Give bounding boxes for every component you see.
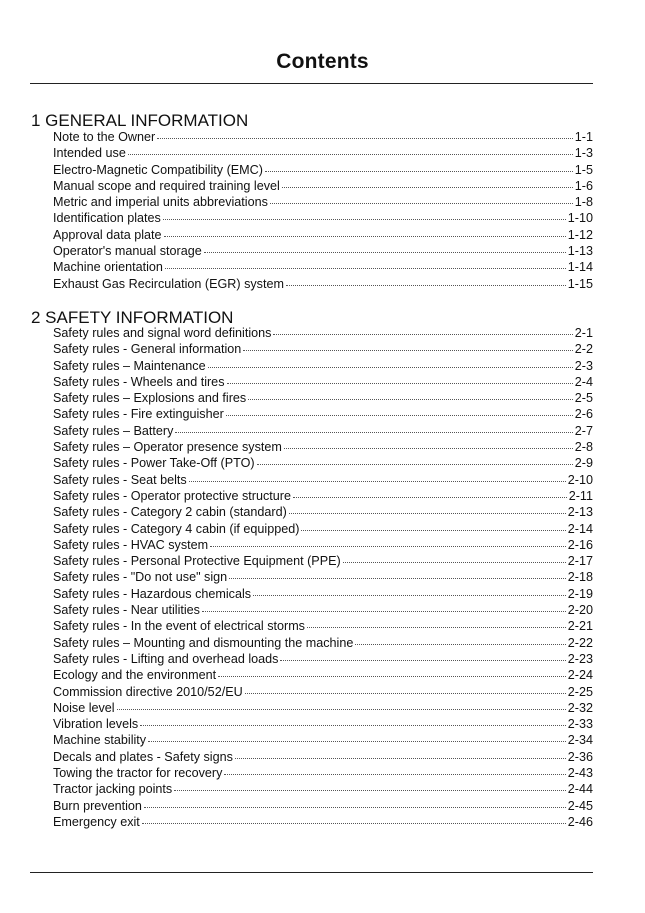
toc-entry[interactable]	[53, 586, 593, 602]
toc-entry-page: 2-3	[574, 358, 593, 373]
top-divider	[30, 83, 593, 84]
toc-entry-page: 1-6	[574, 178, 593, 193]
dot-leader	[210, 546, 566, 547]
dot-leader	[165, 268, 566, 269]
toc-entry-title: Approval data plate	[53, 227, 162, 242]
toc-entry[interactable]	[53, 276, 593, 292]
toc-entry-title: Exhaust Gas Recirculation (EGR) system	[53, 276, 284, 291]
dot-leader	[280, 660, 565, 661]
dot-leader	[343, 562, 566, 563]
dot-leader	[204, 252, 566, 253]
toc-entry-title: Safety rules - Fire extinguisher	[53, 407, 224, 422]
toc-entry-page: 2-20	[567, 603, 593, 618]
toc-entry-page: 1-12	[567, 227, 593, 242]
toc-entry-title: Safety rules - Operator protective structure	[53, 488, 291, 503]
toc-entry[interactable]	[53, 602, 593, 618]
dot-leader	[293, 497, 567, 498]
toc-entry-title: Machine orientation	[53, 260, 163, 275]
toc-entry-page: 2-10	[567, 472, 593, 487]
toc-entry[interactable]	[53, 423, 593, 439]
toc-entry-page: 2-36	[567, 749, 593, 764]
toc-entry[interactable]	[53, 700, 593, 716]
toc-entry-title: Burn prevention	[53, 798, 142, 813]
toc-entry-title: Towing the tractor for recovery	[53, 766, 223, 781]
section-heading-general-information: 1 GENERAL INFORMATION	[31, 111, 249, 130]
toc-entry-page: 1-14	[567, 260, 593, 275]
toc-entry-page: 2-45	[567, 798, 593, 813]
dot-leader	[128, 154, 573, 155]
toc-entry[interactable]	[53, 618, 593, 634]
toc-entry-page: 2-13	[567, 505, 593, 520]
toc-entry-page: 2-24	[567, 668, 593, 683]
toc-entry-page: 2-21	[567, 619, 593, 634]
toc-entry[interactable]	[53, 325, 593, 341]
toc-entry-page: 2-1	[574, 326, 593, 340]
toc-entry-title: Noise level	[53, 700, 115, 715]
toc-entry[interactable]	[53, 210, 593, 226]
toc-entry-title: Vibration levels	[53, 717, 139, 732]
toc-entry[interactable]	[53, 145, 593, 161]
dot-leader	[355, 644, 565, 645]
toc-entry-title: Machine stability	[53, 733, 147, 748]
toc-entry-page: 2-7	[574, 423, 593, 438]
dot-leader	[208, 367, 573, 368]
dot-leader	[175, 432, 572, 433]
toc-entry[interactable]	[53, 716, 593, 732]
toc-entry[interactable]	[53, 472, 593, 488]
toc-entry-title: Safety rules - HVAC system	[53, 537, 209, 552]
toc-list-safety-information	[53, 325, 593, 830]
toc-entry-title: Safety rules - General information	[53, 342, 242, 357]
toc-entry-title: Decals and plates - Safety signs	[53, 749, 233, 764]
toc-entry[interactable]	[53, 667, 593, 683]
toc-entry-title: Operator's manual storage	[53, 244, 202, 259]
toc-entry[interactable]	[53, 455, 593, 471]
toc-entry-title: Safety rules – Battery	[53, 423, 174, 438]
toc-entry-title: Safety rules – Maintenance	[53, 358, 206, 373]
toc-list-general-information	[53, 129, 593, 292]
dot-leader	[229, 578, 566, 579]
toc-entry[interactable]	[53, 569, 593, 585]
toc-entry-page: 2-8	[574, 440, 593, 455]
toc-entry-page: 2-34	[567, 733, 593, 748]
toc-entry-page: 2-6	[574, 407, 593, 422]
toc-entry-title: Emergency exit	[53, 814, 140, 829]
bottom-divider	[30, 872, 593, 873]
toc-entry[interactable]	[53, 537, 593, 553]
toc-entry[interactable]	[53, 732, 593, 748]
toc-entry-page: 2-16	[567, 537, 593, 552]
dot-leader	[189, 481, 566, 482]
toc-entry-title: Safety rules - Power Take-Off (PTO)	[53, 456, 255, 471]
dot-leader	[257, 464, 573, 465]
dot-leader	[289, 513, 566, 514]
dot-leader	[163, 219, 566, 220]
toc-entry-page: 2-43	[567, 766, 593, 781]
toc-entry-title: Safety rules - Category 4 cabin (if equipped)	[53, 521, 300, 536]
toc-entry-page: 1-15	[567, 276, 593, 291]
toc-entry-page: 2-46	[567, 814, 593, 829]
toc-entry-title: Safety rules and signal word definitions	[53, 326, 272, 340]
dot-leader	[286, 285, 566, 286]
toc-entry-page: 1-5	[574, 162, 593, 177]
toc-entry-page: 1-8	[574, 195, 593, 210]
dot-leader	[227, 383, 573, 384]
toc-entry[interactable]	[53, 651, 593, 667]
dot-leader	[245, 693, 566, 694]
dot-leader	[142, 823, 566, 824]
toc-entry-page: 2-25	[567, 684, 593, 699]
dot-leader	[307, 627, 566, 628]
toc-entry-page: 2-14	[567, 521, 593, 536]
dot-leader	[148, 741, 566, 742]
toc-entry[interactable]	[53, 635, 593, 651]
toc-entry-page: 2-5	[574, 391, 593, 406]
dot-leader	[270, 203, 573, 204]
toc-entry[interactable]	[53, 814, 593, 830]
dot-leader	[253, 595, 566, 596]
dot-leader	[226, 415, 573, 416]
toc-entry-page: 1-10	[567, 211, 593, 226]
toc-entry[interactable]	[53, 781, 593, 797]
section-heading-safety-information: 2 SAFETY INFORMATION	[31, 308, 234, 327]
toc-entry[interactable]	[53, 765, 593, 781]
toc-entry[interactable]	[53, 243, 593, 259]
toc-entry-title: Commission directive 2010/52/EU	[53, 684, 243, 699]
dot-leader	[282, 187, 573, 188]
toc-entry-page: 2-11	[568, 488, 593, 503]
dot-leader	[202, 611, 566, 612]
toc-entry[interactable]	[53, 358, 593, 374]
toc-entry[interactable]	[53, 521, 593, 537]
toc-entry-title: Safety rules – Mounting and dismounting the machine	[53, 635, 354, 650]
toc-entry-page: 2-17	[567, 554, 593, 569]
toc-entry[interactable]	[53, 374, 593, 390]
toc-entry-page: 2-9	[574, 456, 593, 471]
page-title: Contents	[276, 50, 369, 73]
toc-entry[interactable]	[53, 390, 593, 406]
toc-entry-title: Electro-Magnetic Compatibility (EMC)	[53, 162, 263, 177]
toc-entry-title: Identification plates	[53, 211, 161, 226]
dot-leader	[248, 399, 573, 400]
toc-entry[interactable]	[53, 684, 593, 700]
toc-entry[interactable]	[53, 162, 593, 178]
toc-entry-title: Safety rules - Near utilities	[53, 603, 200, 618]
dot-leader	[265, 171, 573, 172]
toc-entry-page: 2-32	[567, 700, 593, 715]
toc-entry-title: Tractor jacking points	[53, 782, 173, 797]
toc-entry-page: 2-18	[567, 570, 593, 585]
dot-leader	[140, 725, 566, 726]
toc-entry-title: Safety rules - Lifting and overhead loads	[53, 651, 279, 666]
dot-leader	[224, 774, 565, 775]
toc-entry-title: Safety rules - In the event of electrical storms	[53, 619, 305, 634]
dot-leader	[164, 236, 566, 237]
toc-entry-page: 2-2	[574, 342, 593, 357]
toc-entry-page: 1-1	[574, 130, 593, 144]
toc-entry-title: Safety rules - "Do not use" sign	[53, 570, 228, 585]
dot-leader	[243, 350, 573, 351]
toc-entry-page: 2-44	[567, 782, 593, 797]
toc-entry[interactable]	[53, 504, 593, 520]
toc-entry-page: 1-13	[567, 244, 593, 259]
toc-entry[interactable]	[53, 553, 593, 569]
dot-leader	[273, 334, 572, 335]
toc-entry-title: Note to the Owner	[53, 130, 156, 144]
toc-entry[interactable]	[53, 129, 593, 145]
toc-entry-title: Metric and imperial units abbreviations	[53, 195, 268, 210]
toc-entry[interactable]	[53, 227, 593, 243]
toc-entry-page: 2-22	[567, 635, 593, 650]
toc-entry[interactable]	[53, 488, 593, 504]
toc-entry-page: 2-4	[574, 374, 593, 389]
toc-entry[interactable]	[53, 798, 593, 814]
toc-entry-title: Safety rules - Category 2 cabin (standard)	[53, 505, 287, 520]
toc-entry[interactable]	[53, 406, 593, 422]
toc-entry[interactable]	[53, 341, 593, 357]
toc-entry-title: Safety rules – Operator presence system	[53, 440, 282, 455]
toc-entry-page: 1-3	[574, 146, 593, 161]
toc-entry-title: Safety rules - Hazardous chemicals	[53, 586, 252, 601]
toc-entry-page: 2-19	[567, 586, 593, 601]
toc-entry-title: Safety rules - Seat belts	[53, 472, 187, 487]
toc-entry[interactable]	[53, 194, 593, 210]
toc-entry-title: Ecology and the environment	[53, 668, 217, 683]
dot-leader	[235, 758, 566, 759]
toc-entry[interactable]	[53, 178, 593, 194]
dot-leader	[284, 448, 573, 449]
toc-entry-title: Safety rules - Wheels and tires	[53, 374, 225, 389]
dot-leader	[117, 709, 566, 710]
toc-entry-title: Intended use	[53, 146, 126, 161]
dot-leader	[144, 807, 566, 808]
toc-entry-title: Safety rules - Personal Protective Equipment (PPE)	[53, 554, 341, 569]
toc-entry-title: Safety rules – Explosions and fires	[53, 391, 247, 406]
toc-entry-page: 2-33	[567, 717, 593, 732]
dot-leader	[174, 790, 566, 791]
toc-entry-page: 2-23	[567, 651, 593, 666]
toc-entry[interactable]	[53, 439, 593, 455]
toc-entry[interactable]	[53, 259, 593, 275]
dot-leader	[218, 676, 566, 677]
toc-entry-title: Manual scope and required training level	[53, 178, 280, 193]
dot-leader	[301, 530, 565, 531]
toc-entry[interactable]	[53, 749, 593, 765]
dot-leader	[157, 138, 573, 139]
